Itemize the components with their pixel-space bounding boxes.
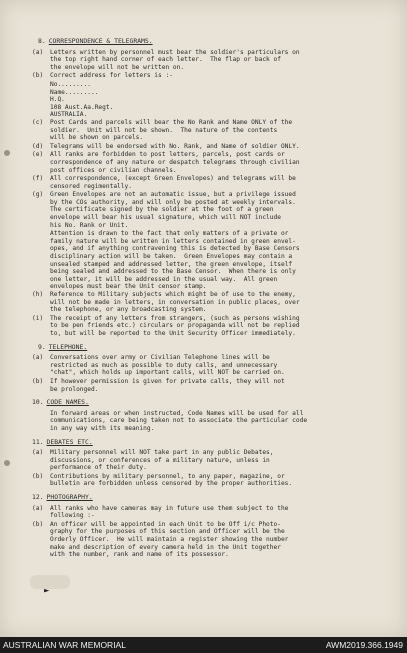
address-line: No......... [50,80,91,88]
clause [28,449,396,472]
clause-label: (a) [32,354,44,362]
clause-label: (c) [32,118,44,126]
clause-label: (b) [32,377,44,385]
clause [28,151,396,174]
clause [28,119,396,142]
clause-text: All ranks are forbidden to post letters, parcels, post cards or correspondence of any nature or despatch telegrams through civilian post offices or civilian channels. [50,151,300,174]
accession-number: AWM2019.366.1949 [325,640,403,650]
section-number: 11. [32,437,44,446]
address-line: H.Q. [50,96,65,104]
institution-name: AUSTRALIAN WAR MEMORIAL [3,640,126,650]
clause-text: The receipt of any letters from strangers, (such as persons wishing to be pen friends etc.) circulars or propaganda will not be replied to, but will be reported to the Unit Security Officer immediately. [50,314,300,337]
clause-text: Telegrams will be endorsed with No. Rank, and Name of soldier ONLY. [50,142,300,150]
clause-label: (b) [32,72,44,80]
clause-text: Conversations over army or Civilian Telephone lines will be restricted as much as possible to duty calls, and unnecessary "chat", which holds up important calls, will NOT be carried on. [50,354,285,377]
section-heading [32,494,396,502]
clause-text: All correspondence, (except Green Envelopes) and telegrams will be censored regimentally. [50,175,296,190]
clause-label: (d) [32,142,44,150]
clause-label: (a) [32,48,44,56]
clause-text: Green Envelopes are not an automatic issue, but a privilege issued by the COs authority, and will only be posted at weekly intervals. The certificate signed by the soldier at the foot of a green envelope will bear his usual signature, which will NOT include his No. Rank or Unit. [50,191,296,229]
clause [28,378,396,393]
section-number: 10. [32,398,44,407]
clause-continuation: Attention is drawn to the fact that only matters of a private or family nature will be written in letters contained in green envel- opes, and if anything contravening this is detected by Base Censors disciplinary action will be taken. Green Envelopes may contain a unsealed stamped and addressed letter, the green envelope, itself being sealed and addressed to the Base Censor. When there is only one letter, it will be addressed in the usual way. All green envelopes must bear the Unit censor stamp. [50,230,300,291]
section-debates [28,439,396,489]
clause [28,175,396,190]
section-heading [38,344,396,352]
clause [28,521,396,559]
section-number: 12. [32,493,44,502]
clause [28,505,396,520]
clause-text: An officer will be appointed in each Unit to be Off i/c Photo- graphy for the purposes of this section and Officer will be the Orderly Officer. He will maintain a register showing the number make and description of every camera held in the Unit together with the number, rank and name of its possessor. [50,520,289,559]
clause-label: (h) [32,291,44,298]
arrow-mark-icon: ► [44,586,50,596]
clause-label: (e) [32,151,44,159]
clause-text: Post Cards and parcels will bear the No Rank and Name ONLY of the soldier. Unit will not be shown. The nature of the contents will be shown on parcels. [50,118,293,142]
clause-label: (b) [32,472,44,480]
section-title: CORRESPONDENCE & TELEGRAMS. [48,37,153,45]
clause-text: Correct address for letters is :- [50,72,173,80]
section-title: DEBATES ETC. [46,437,93,446]
clause [28,291,396,314]
document-body [28,38,396,565]
clause [28,315,396,338]
clause-text: If however permission is given for private calls, they will not be prolonged. [50,377,285,393]
clause-label: (a) [32,449,44,457]
section-number: 9. [38,342,46,351]
section-photography [28,494,396,559]
clause [28,49,396,72]
clause [28,72,396,80]
clause-label: (g) [32,191,44,199]
section-title: TELEPHONE. [48,342,88,351]
clause-label: (b) [32,520,44,528]
section-code-names [28,399,396,432]
clause [28,473,396,488]
address-line: 108 Aust.Aa.Regt. [50,103,114,111]
punch-hole [4,150,10,156]
address-line: AUSTRALIA. [50,111,88,119]
clause-label: (a) [32,504,44,512]
paper-stain [30,575,70,589]
section-heading [38,38,396,46]
clause [28,191,396,229]
punch-hole [4,460,10,466]
clause-text: Reference to Military subjects which might be of use to the enemy, will not be made in letters, in conversation in public places, over the telephone, or any broadcasting system. [50,291,300,314]
clause-label: (i) [32,314,44,322]
clause-label: (f) [32,175,44,183]
section-correspondence [28,38,396,338]
archive-footer [0,637,407,653]
section-telephone [28,344,396,394]
clause-text: Letters written by personnel must bear the soldier's particulars on the top right hand corner of each letter. The flap or back of the envelope will not be written on. [50,48,300,71]
section-heading [32,439,396,447]
clause [28,354,396,377]
clause-text: Military personnel will NOT take part in any public Debates, discussions, or conferences of a military nature, unless in performance of their duty. [50,449,274,472]
section-title: CODE NAMES. [46,398,89,407]
section-text: In forward areas or when instructed, Code Names will be used for all communications, care being taken not to associate the particular code in any way with its meaning. [50,409,308,432]
clause [28,143,396,151]
clause-text: All ranks who have cameras may in future use them subject to the following :- [50,504,289,520]
clause-text: Contributions by military personnel, to any paper, magazine, or bulletin are forbidden unless censored by the proper authorities. [50,472,293,488]
address-line: Name......... [50,88,99,96]
section-heading [32,399,396,407]
section-title: PHOTOGRAPHY. [46,493,93,502]
section-number: 8. [38,37,46,45]
